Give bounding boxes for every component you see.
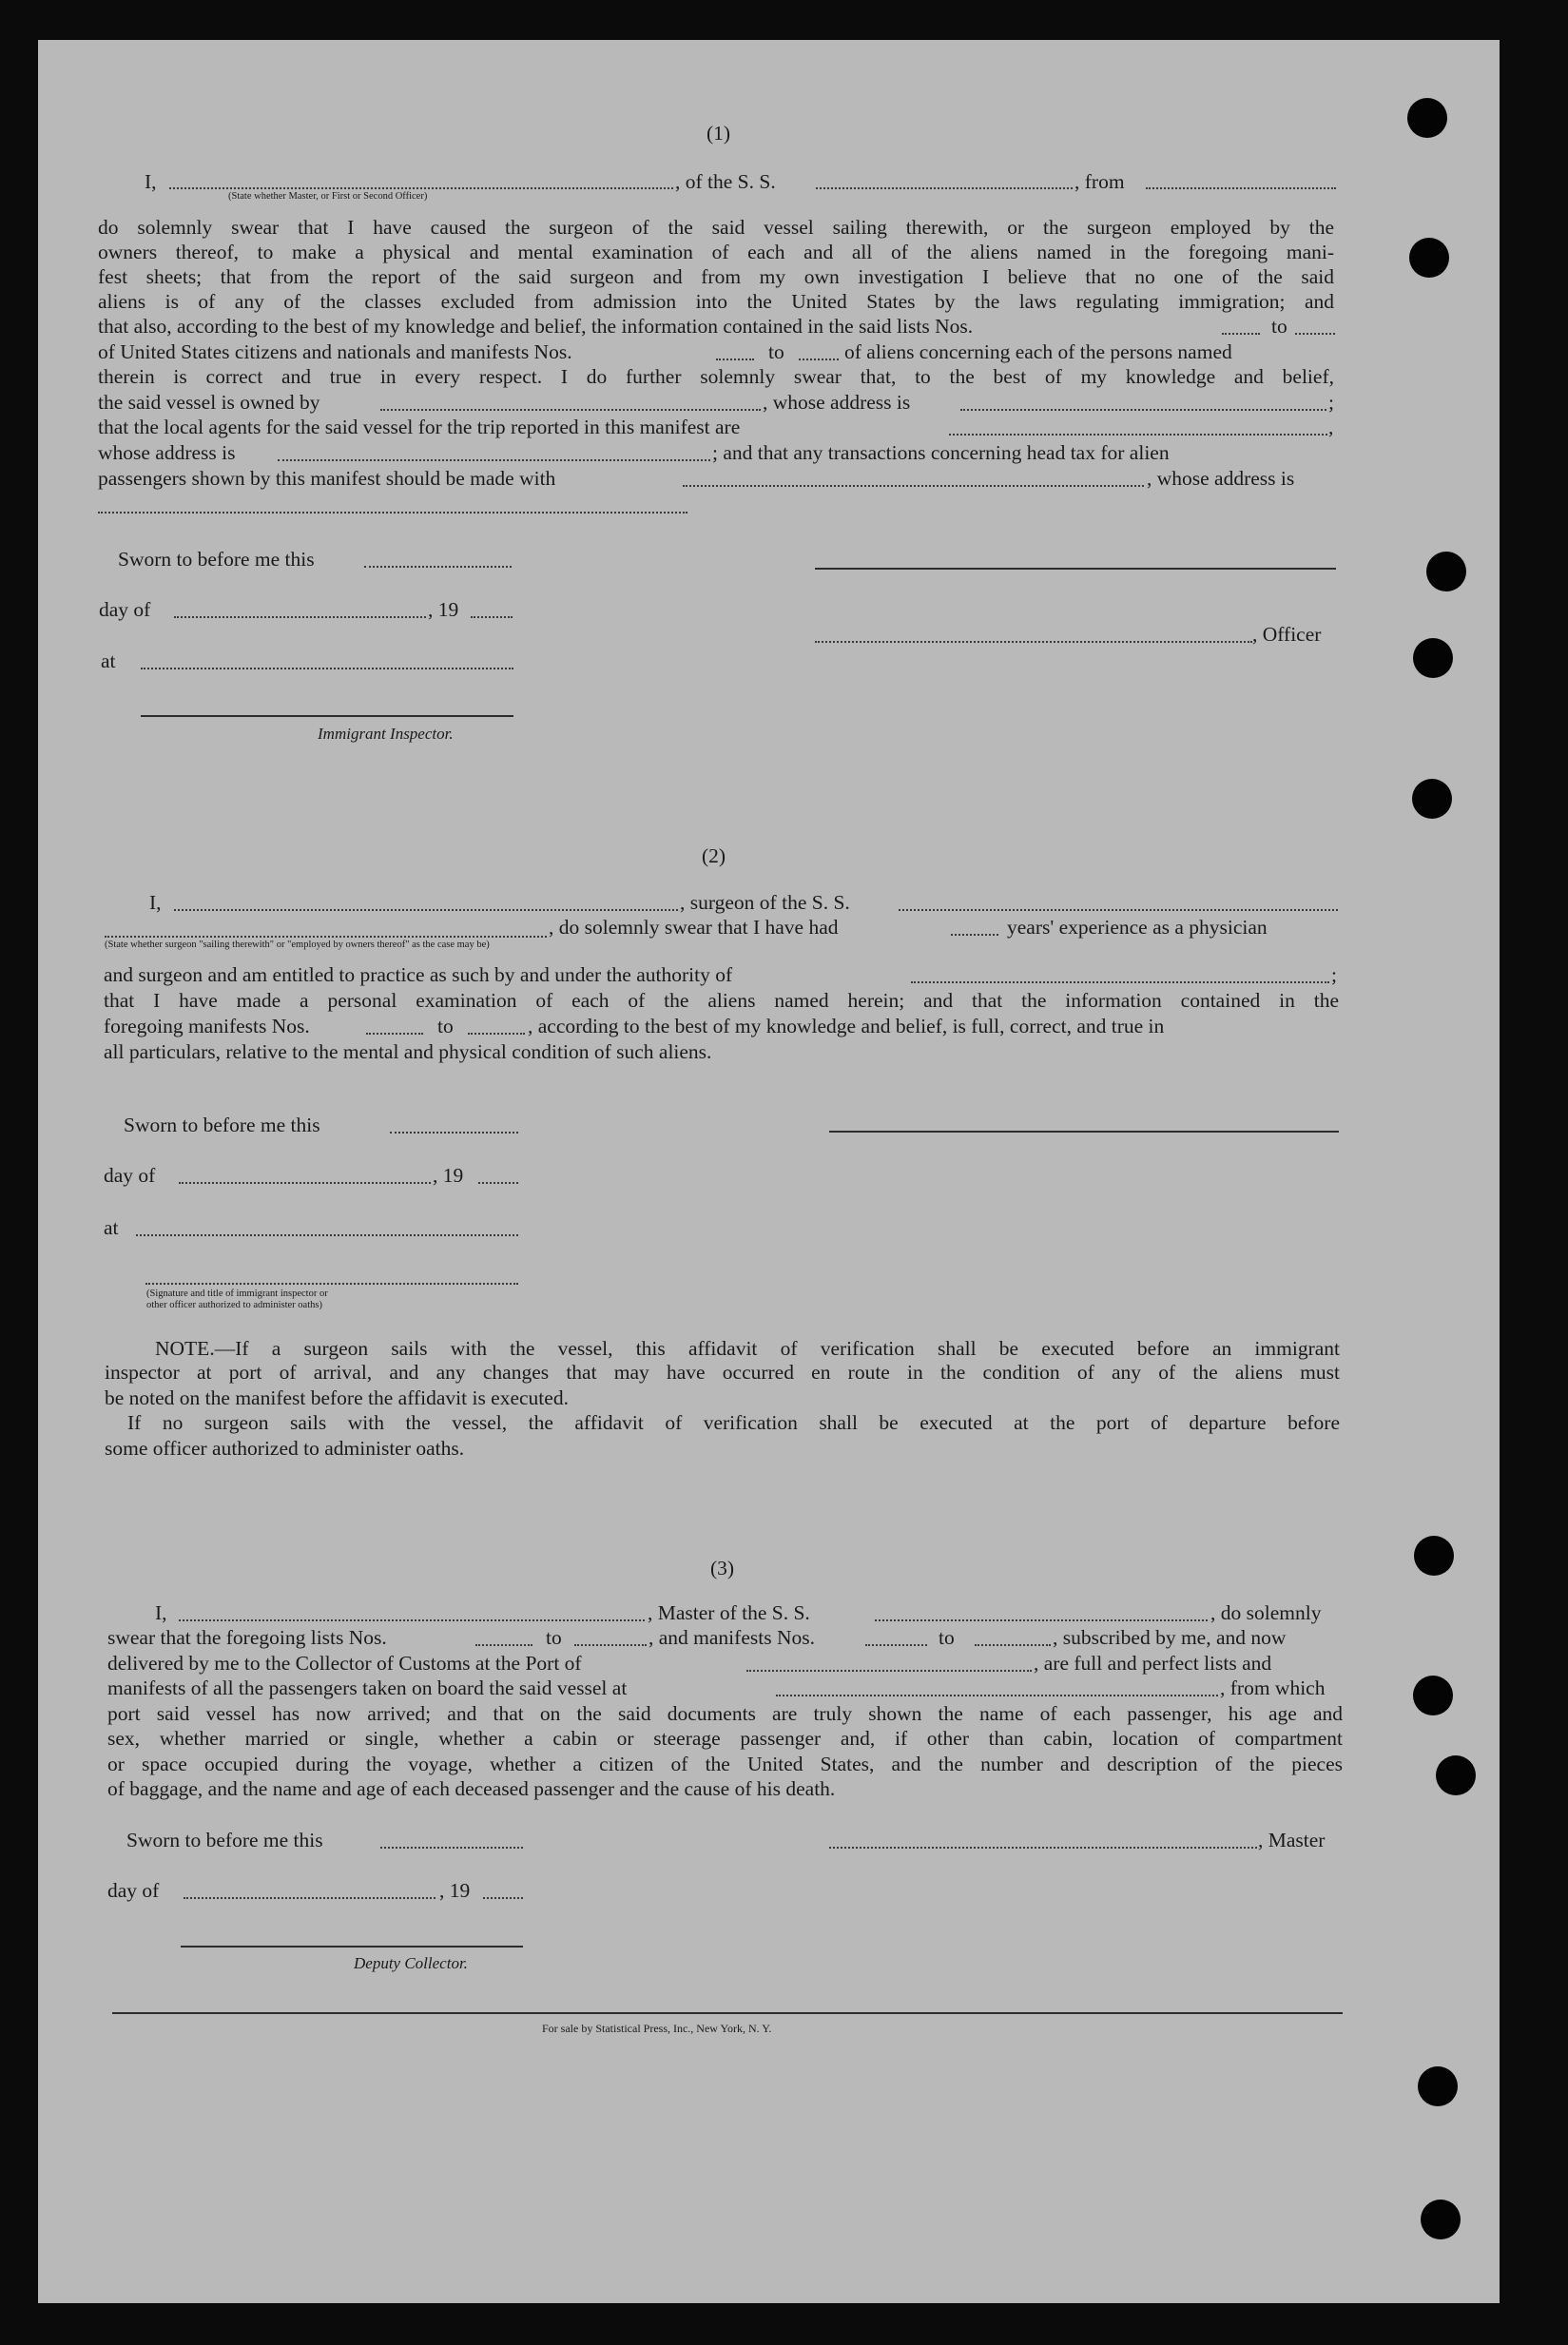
section-2-number: (2) [702, 844, 726, 867]
passengers-line: passengers shown by this manifest should be made with [98, 467, 556, 490]
to-label: to [1271, 315, 1287, 338]
declaration-line: of baggage, and the name and age of each deceased passenger and the cause of his death. [107, 1777, 836, 1800]
owned-by-label: the said vessel is owned by [98, 391, 320, 414]
swear-lists-label: swear that the foregoing lists Nos. [107, 1626, 387, 1649]
deputy-signature-line [181, 1946, 523, 1948]
inspector-title: Immigrant Inspector. [318, 725, 454, 743]
deputy-title: Deputy Collector. [354, 1954, 468, 1972]
owner-address-field[interactable] [960, 409, 1326, 411]
punch-hole [1407, 98, 1447, 138]
lists-from-field[interactable] [475, 1644, 532, 1646]
do-solemnly-label: , do solemnly swear that I have had [549, 916, 839, 939]
to-label: to [546, 1626, 562, 1649]
head-tax-address-field[interactable] [98, 512, 687, 514]
manifests-to-field[interactable] [975, 1644, 1051, 1646]
note-line: NOTE.—If a surgeon sails with the vessel, this affidavit of verification shall be executed before an immigrant [155, 1337, 1340, 1360]
vessel-name-field[interactable] [816, 187, 1073, 189]
punch-hole [1418, 2066, 1458, 2106]
oath-line: that also, according to the best of my knowledge and belief, the information contained in the said lists Nos. [98, 315, 974, 338]
to-label: to [939, 1626, 955, 1649]
whose-address-label: , whose address is [1147, 467, 1295, 490]
year-label: , 19 [439, 1879, 471, 1902]
year-label: , 19 [433, 1164, 464, 1187]
oath-line: do solemnly swear that I have caused the surgeon of the said vessel sailing therewith, or the surgeon employed by the [98, 216, 1334, 239]
surgeon-status-field[interactable] [105, 936, 547, 938]
manifests-from-field[interactable] [865, 1644, 927, 1646]
sworn-date-field[interactable] [364, 566, 512, 568]
day-of-label: day of [104, 1164, 156, 1187]
sworn-date-field[interactable] [390, 1132, 518, 1134]
manifests-to-field[interactable] [799, 359, 839, 360]
declaration-line: sex, whether married or single, whether a cabin or steerage passenger and, if other than cabin, location of compartment [107, 1727, 1343, 1750]
master-label: , Master [1258, 1829, 1326, 1851]
sworn-date-field[interactable] [380, 1847, 523, 1849]
manifests-from-field[interactable] [716, 359, 754, 360]
at-label: at [104, 1216, 119, 1239]
oath-line: aliens is of any of the classes excluded from admission into the United States by the laws regulating immigration; and [98, 290, 1334, 313]
punch-hole [1412, 779, 1452, 819]
footer-imprint: For sale by Statistical Press, Inc., New York, N. Y. [542, 2022, 772, 2035]
at-label: at [101, 649, 116, 672]
semicolon: ; [1331, 963, 1337, 986]
port-field[interactable] [746, 1670, 1032, 1672]
note-line: If no surgeon sails with the vessel, the affidavit of verification shall be executed at the port of departure before [127, 1411, 1340, 1434]
punch-hole [1421, 2200, 1461, 2239]
years-field[interactable] [951, 934, 998, 936]
oath-i: I, [145, 170, 157, 193]
at-place-field[interactable] [141, 668, 513, 669]
delivered-label: delivered by me to the Collector of Customs at the Port of [107, 1652, 582, 1675]
section-1-number: (1) [707, 122, 731, 145]
from-port-field[interactable] [1146, 187, 1336, 189]
sworn-label: Sworn to before me this [126, 1829, 323, 1851]
officer-name-field[interactable] [169, 187, 673, 189]
master-of-label: , Master of the S. S. [648, 1601, 810, 1624]
owner-field[interactable] [380, 409, 761, 411]
day-month-field[interactable] [179, 1182, 431, 1184]
declaration-line: or space occupied during the voyage, whether a citizen of the United States, and the number and description of the pieces [107, 1753, 1343, 1775]
surgeon-name-field[interactable] [174, 909, 678, 911]
declaration-line: port said vessel has now arrived; and that on the said documents are truly shown the name of each passenger, his age and [107, 1702, 1343, 1725]
of-aliens-line: of aliens concerning each of the persons named [844, 340, 1232, 363]
day-month-field[interactable] [184, 1897, 436, 1899]
sworn-label: Sworn to before me this [124, 1114, 320, 1136]
oath-line: fest sheets; that from the report of the said surgeon and from my own investigation I believe that no one of the said [98, 265, 1334, 288]
punch-hole [1436, 1755, 1476, 1795]
full-lists-label: , are full and perfect lists and [1034, 1652, 1272, 1675]
comma: , [1328, 416, 1334, 438]
whose-address-label: whose address is [98, 441, 236, 464]
year-field[interactable] [471, 616, 513, 618]
local-agents-field[interactable] [949, 434, 1327, 436]
section-3-number: (3) [710, 1557, 735, 1579]
surgeon-signature-line [829, 1131, 1339, 1133]
signature-note: (Signature and title of immigrant inspector or [146, 1289, 328, 1299]
lists-to-field[interactable] [574, 1644, 647, 1646]
note-line: some officer authorized to administer oaths. [105, 1437, 465, 1460]
year-field[interactable] [478, 1182, 518, 1184]
punch-hole [1413, 638, 1453, 678]
oath-i: I, [149, 891, 162, 914]
inspector-signature-line [141, 715, 513, 717]
do-solemnly-label: , do solemnly [1210, 1601, 1322, 1624]
from-label: , from [1074, 170, 1125, 193]
departure-port-field[interactable] [776, 1695, 1218, 1696]
surgeon-note: (State whether surgeon "sailing therewith" or "employed by owners thereof" as the case may be) [105, 940, 490, 950]
sworn-label: Sworn to before me this [118, 548, 315, 571]
officer-signature-field[interactable] [815, 641, 1252, 643]
day-of-label: day of [99, 598, 151, 621]
local-agents-line: that the local agents for the said vessel for the trip reported in this manifest are [98, 416, 741, 438]
of-the-ss: , of the S. S. [675, 170, 776, 193]
agents-address-field[interactable] [278, 459, 710, 461]
semicolon: ; [1328, 391, 1334, 414]
signature-line [815, 568, 1336, 570]
head-tax-agent-field[interactable] [683, 485, 1144, 487]
surgeon-vessel-field[interactable] [899, 909, 1338, 911]
personal-exam-line: that I have made a personal examination of each of the aliens named herein; and that the information contained in the [104, 989, 1339, 1012]
year-field[interactable] [483, 1897, 523, 1899]
years-experience-label: years' experience as a physician [1007, 916, 1268, 939]
footer-rule [112, 2012, 1343, 2014]
manifests-all-label: manifests of all the passengers taken on board the said vessel at [107, 1676, 628, 1699]
authority-line: and surgeon and am entitled to practice as such by and under the authority of [104, 963, 733, 986]
citizens-line: of United States citizens and nationals and manifests Nos. [98, 340, 572, 363]
officer-note: (State whether Master, or First or Second Officer) [228, 191, 428, 202]
master-signature-field[interactable] [829, 1847, 1257, 1849]
punch-hole [1426, 552, 1466, 591]
note-line: inspector at port of arrival, and any changes that may have occurred en route in the condition of any of the aliens must [105, 1361, 1340, 1384]
officer-label: , Officer [1252, 623, 1322, 646]
head-tax-line: ; and that any transactions concerning head tax for alien [712, 441, 1170, 464]
therein-line: therein is correct and true in every respect. I do further solemnly swear that, to the best of my knowledge and belief, [98, 365, 1334, 388]
manifests-from-field[interactable] [366, 1033, 423, 1035]
punch-hole [1414, 1536, 1454, 1576]
oath-i: I, [155, 1601, 167, 1624]
note-line: be noted on the manifest before the affidavit is executed. [105, 1386, 569, 1409]
lists-from-field[interactable] [1222, 333, 1260, 335]
from-which-label: , from which [1220, 1676, 1326, 1699]
whose-address-label: , whose address is [763, 391, 911, 414]
according-line: , according to the best of my knowledge and belief, is full, correct, and true in [528, 1015, 1165, 1037]
master-name-field[interactable] [179, 1619, 645, 1621]
day-month-field[interactable] [174, 616, 426, 618]
master-vessel-field[interactable] [875, 1619, 1208, 1621]
subscribed-label: , subscribed by me, and now [1053, 1626, 1287, 1649]
lists-to-field[interactable] [1295, 333, 1335, 335]
foregoing-label: foregoing manifests Nos. [104, 1015, 310, 1037]
punch-hole [1413, 1676, 1453, 1715]
manifests-to-field[interactable] [468, 1033, 525, 1035]
all-particulars-line: all particulars, relative to the mental and physical condition of such aliens. [104, 1040, 712, 1063]
at-place-field[interactable] [136, 1234, 518, 1236]
and-manifests-label: , and manifests Nos. [648, 1626, 815, 1649]
year-label: , 19 [428, 598, 459, 621]
punch-hole [1409, 238, 1449, 278]
to-label: to [437, 1015, 454, 1037]
signature-note: other officer authorized to administer oaths) [146, 1300, 322, 1310]
authority-field[interactable] [911, 981, 1329, 983]
surgeon-of-label: , surgeon of the S. S. [680, 891, 850, 914]
inspector-signature-field[interactable] [145, 1283, 518, 1285]
oath-line: owners thereof, to make a physical and mental examination of each and all of the aliens named in the foregoing mani- [98, 241, 1334, 263]
to-label: to [768, 340, 784, 363]
day-of-label: day of [107, 1879, 160, 1902]
